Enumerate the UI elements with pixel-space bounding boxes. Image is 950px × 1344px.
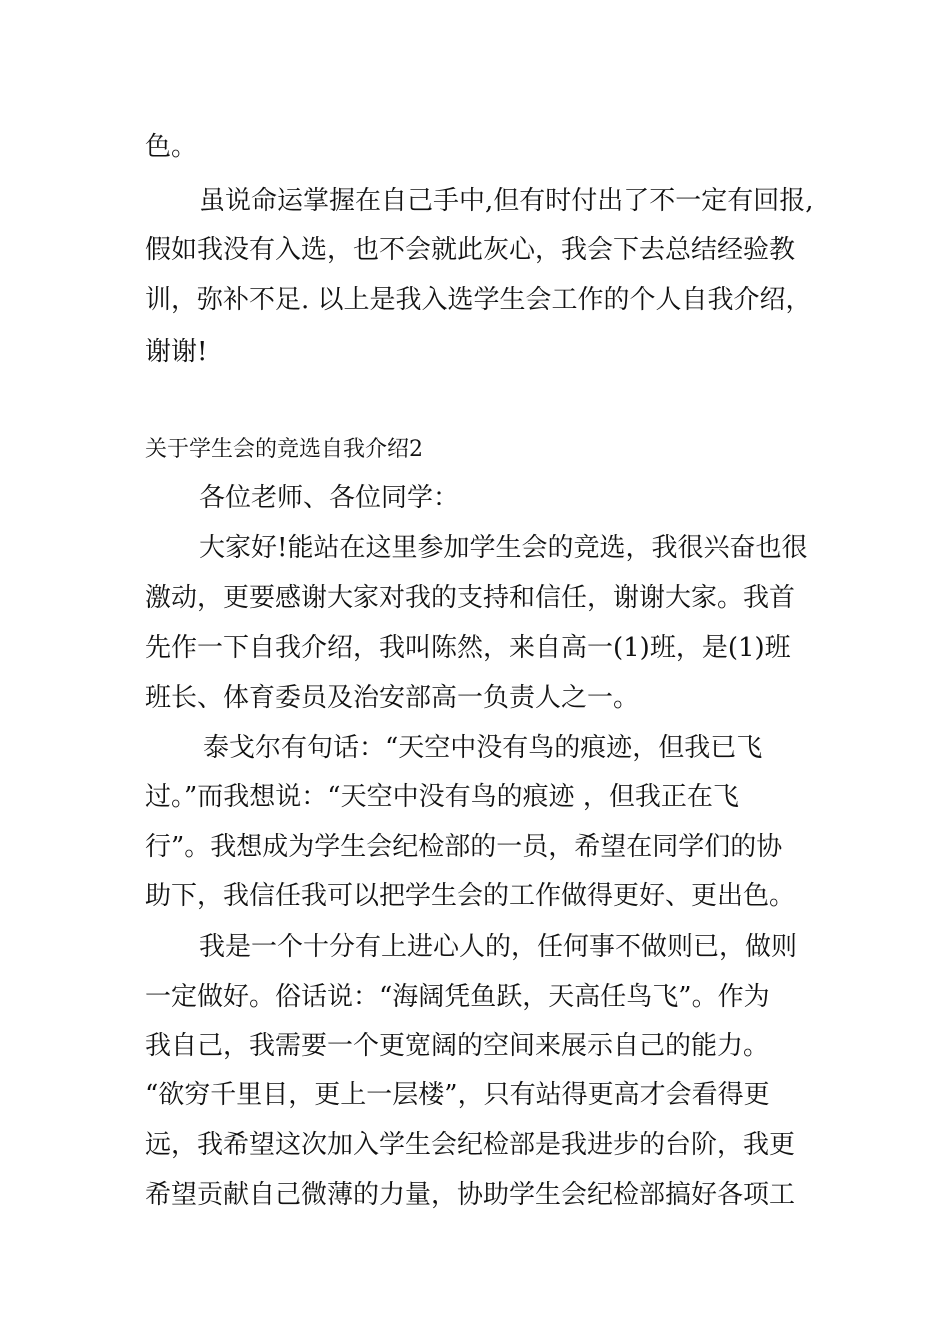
text-line: 过。”而我想说：“天空中没有鸟的痕迹 ，但我正在飞 — [145, 782, 739, 812]
text-line: 行”。我想成为学生会纪检部的一员，希望在同学们的协 — [145, 832, 783, 862]
text-line: 远，我希望这次加入学生会纪检部是我进步的台阶，我更 — [145, 1130, 796, 1160]
text-line: 班长、体育委员及治安部高一负责人之一。 — [145, 683, 640, 713]
text-line: 训，弥补不足. 以上是我入选学生会工作的个人自我介绍， — [145, 285, 812, 315]
text-line: 激动，更要感谢大家对我的支持和信任，谢谢大家。我首 — [145, 583, 796, 613]
text-line: 先作一下自我介绍，我叫陈然，来自高一(1)班，是(1)班 — [145, 633, 791, 663]
paragraph-first-line: 泰戈尔有句话：“天空中没有鸟的痕迹，但我已飞 — [203, 733, 763, 763]
text-line: 我自己，我需要一个更宽阔的空间来展示自己的能力。 — [145, 1031, 770, 1061]
paragraph-first-line: 大家好!能站在这里参加学生会的竞选，我很兴奋也很 — [199, 533, 808, 563]
text-line: 希望贡献自己微薄的力量，协助学生会纪检部搞好各项工 — [145, 1180, 796, 1210]
paragraph-first-line: 虽说命运掌握在自己手中,但有时付出了不一定有回报, — [199, 186, 814, 216]
text-line: 助下，我信任我可以把学生会的工作做得更好、更出色。 — [145, 881, 796, 911]
text-line: 一定做好。俗话说：“海阔凭鱼跃，天高任鸟飞”。作为 — [145, 982, 770, 1012]
text-line: 假如我没有入选，也不会就此灰心，我会下去总结经验教 — [145, 235, 796, 265]
text-line: “欲穷千里目，更上一层楼”，只有站得更高才会看得更 — [145, 1080, 770, 1110]
text-line: 谢谢! — [145, 337, 208, 367]
text-line: 色。 — [145, 132, 198, 162]
salutation: 各位老师、各位同学： — [199, 483, 460, 513]
paragraph-first-line: 我是一个十分有上进心人的，任何事不做则已，做则 — [199, 932, 798, 962]
section-heading: 关于学生会的竞选自我介绍2 — [145, 437, 423, 462]
